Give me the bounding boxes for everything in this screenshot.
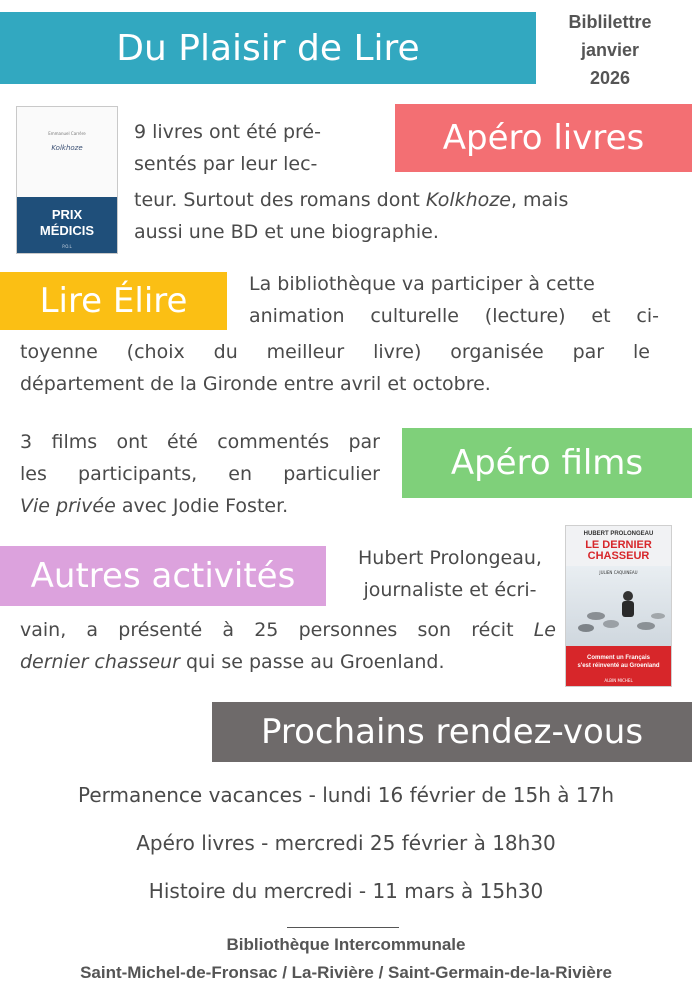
footer-divider	[287, 927, 399, 928]
lire-elire-heading: Lire Élire	[39, 281, 188, 321]
autres-line-2: journaliste et écri-	[363, 579, 537, 601]
issue-info	[548, 8, 672, 92]
apero-films-heading: Apéro films	[450, 443, 644, 483]
cover2-photo	[566, 566, 671, 646]
vie-privee-title: Vie privée	[20, 495, 116, 517]
apero-livres-heading: Apéro livres	[442, 118, 645, 158]
apero-livres-text-2	[134, 184, 670, 248]
lire-elire-text-2	[20, 336, 650, 400]
apero-films-line-1: 3 films ont été commentés par	[20, 431, 380, 453]
cover2-title-line-2: CHASSEUR	[587, 550, 650, 562]
kolkhoze-book-cover	[16, 106, 118, 254]
apero-films-line-2: les participants, en particulier	[20, 463, 380, 485]
autres-line-4-end: qui se passe au Groenland.	[179, 651, 445, 673]
autres-activites-heading: Autres activités	[30, 556, 296, 596]
cover2-band-line-2: s'est réinventé au Groenland	[577, 663, 660, 669]
event-2: Apéro livres - mercredi 25 février à 18h30	[136, 831, 556, 855]
apero-livres-line-1: 9 livres ont été pré-	[134, 121, 321, 143]
lire-elire-line-1: La bibliothèque va participer à cette	[249, 273, 595, 295]
cover-title: Kolkhoze	[51, 144, 83, 152]
footer-line-1: Bibliothèque Intercommunale	[226, 935, 466, 954]
lire-elire-line-4: département de la Gironde entre avril et octobre.	[20, 373, 491, 395]
lire-elire-text	[249, 268, 659, 332]
title-banner	[0, 12, 536, 84]
apero-livres-line-4: aussi une BD et une biographie.	[134, 221, 439, 243]
autres-activites-banner	[0, 546, 326, 606]
apero-livres-banner	[395, 104, 692, 172]
event-1: Permanence vacances - lundi 16 février de 15h à 17h	[78, 783, 614, 807]
cover-author: Emmanuel Carrère	[48, 131, 86, 136]
dernier-chasseur-book-cover	[565, 525, 672, 687]
book-title-part-1: Le	[533, 619, 556, 641]
cover-publisher: P.O.L	[62, 244, 72, 249]
issue-name: Biblilettre	[568, 12, 652, 32]
cover2-subauthor: JULIEN CAQUINEAU	[599, 570, 638, 575]
autres-text-2	[20, 614, 556, 678]
sled-dogs-illustration	[566, 566, 672, 646]
lire-elire-line-2: animation culturelle (lecture) et ci-	[249, 305, 659, 327]
prize-line-1: PRIX	[51, 207, 83, 222]
footer-line-2: Saint-Michel-de-Fronsac / La-Rivière / Saint-Germain-de-la-Rivière	[80, 963, 612, 982]
kolkhoze-title: Kolkhoze	[425, 189, 511, 211]
event-3: Histoire du mercredi - 11 mars à 15h30	[148, 879, 544, 903]
cover2-title	[566, 540, 671, 562]
apero-livres-line-2: sentés par leur lec-	[134, 153, 318, 175]
cover2-publisher: ALBIN MICHEL	[604, 678, 633, 683]
autres-text	[340, 542, 560, 606]
page-title: Du Plaisir de Lire	[116, 27, 420, 69]
prize-line-2: MÉDICIS	[39, 223, 95, 238]
apero-livres-line-3-start: teur. Surtout des romans dont	[134, 189, 426, 211]
apero-livres-line-3	[134, 184, 670, 216]
cover2-band-line-1: Comment un Français	[586, 655, 650, 661]
apero-films-line-3-end: avec Jodie Foster.	[115, 495, 289, 517]
apero-livres-line-3-end: , mais	[510, 189, 569, 211]
lire-elire-line-3: toyenne (choix du meilleur livre) organisée par le	[20, 341, 650, 363]
prochains-heading: Prochains rendez-vous	[260, 712, 644, 752]
apero-films-text	[20, 426, 380, 522]
cover2-title-line-1: LE DERNIER	[585, 539, 652, 551]
autres-line-3	[20, 614, 556, 646]
lire-elire-banner	[0, 272, 227, 330]
book-title-part-2: dernier chasseur	[20, 651, 180, 673]
autres-line-4	[20, 646, 556, 678]
prochains-banner	[212, 702, 692, 762]
autres-line-1: Hubert Prolongeau,	[358, 547, 542, 569]
issue-year: 2026	[589, 68, 631, 88]
apero-films-banner	[402, 428, 692, 498]
issue-month: janvier	[580, 40, 640, 60]
cover2-author: HUBERT PROLONGEAU	[583, 531, 654, 537]
autres-line-3-start: vain, a présenté à 25 personnes son récit	[20, 619, 534, 641]
apero-livres-text	[134, 116, 374, 180]
apero-films-line-3	[20, 490, 380, 522]
